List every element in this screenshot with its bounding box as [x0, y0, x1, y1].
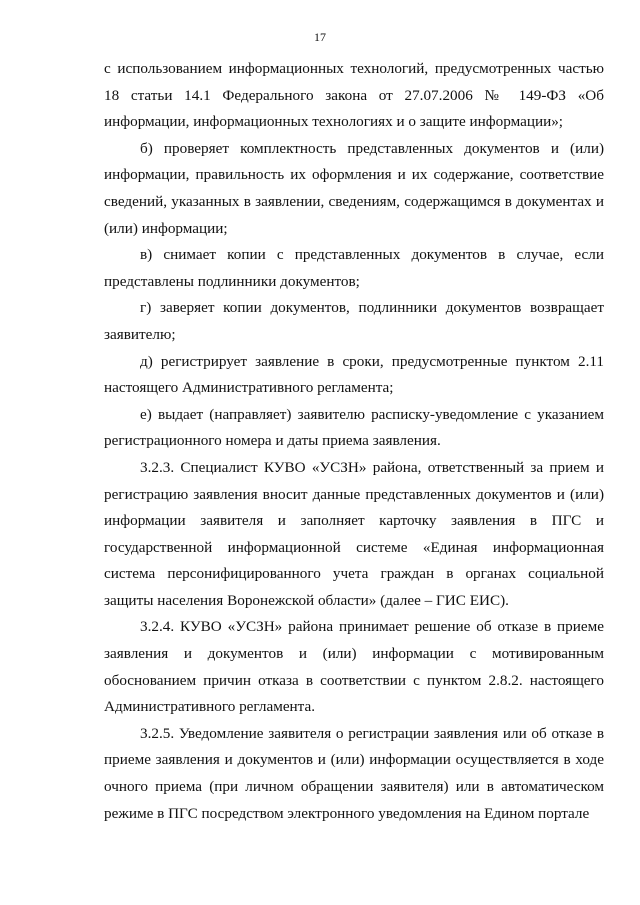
- paragraph-d: д) регистрирует заявление в сроки, предусмотренные пунктом 2.11 настоящего Административного регламента;: [104, 352, 604, 397]
- paragraph-3-2-3: 3.2.3. Специалист КУВО «УСЗН» района, ответственный за прием и регистрацию заявления вносит данные представленных документов и (или) информации заявителя и заполняет карточку заявления в ПГС и государственной информационной системе «Единая информационная система персонифицированного учета граждан в органах социальной защиты населения Воронежской области» (далее – ГИС ЕИС).: [104, 458, 604, 609]
- paragraph-e: е) выдает (направляет) заявителю расписку-уведомление с указанием регистрационного номера и даты приема заявления.: [104, 405, 604, 450]
- paragraph-g: г) заверяет копии документов, подлинники документов возвращает заявителю;: [104, 299, 604, 343]
- paragraph-continuation: с использованием информационных технологий, предусмотренных частью 18 статьи 14.1 Федерального закона от 27.07.2006 № 149-ФЗ «Об информации, информационных технологиях и о защите информации»;: [104, 60, 604, 131]
- page-number: 17: [314, 30, 326, 44]
- paragraph-v: в) снимает копии с представленных документов в случае, если представлены подлинники документов;: [104, 246, 604, 290]
- paragraph-3-2-5: 3.2.5. Уведомление заявителя о регистрации заявления или об отказе в приеме заявления и документов и (или) информации осуществляется в ходе очного приема (при личном обращении заявителя) или в автоматическом режиме в ПГС посредством электронного уведомления на Едином портале: [104, 724, 604, 822]
- paragraph-3-2-4: 3.2.4. КУВО «УСЗН» района принимает решение об отказе в приеме заявления и документов и (или) информации с мотивированным обоснованием причин отказа в соответствии с пунктом 2.8.2. настоящего Административного регламента.: [104, 618, 604, 716]
- paragraph-b: б) проверяет комплектность представленных документов и (или) информации, правильность их оформления и их содержание, соответствие сведений, указанных в заявлении, сведениям, содержащимся в документах и (или) информации;: [104, 139, 604, 237]
- document-body: [104, 56, 604, 827]
